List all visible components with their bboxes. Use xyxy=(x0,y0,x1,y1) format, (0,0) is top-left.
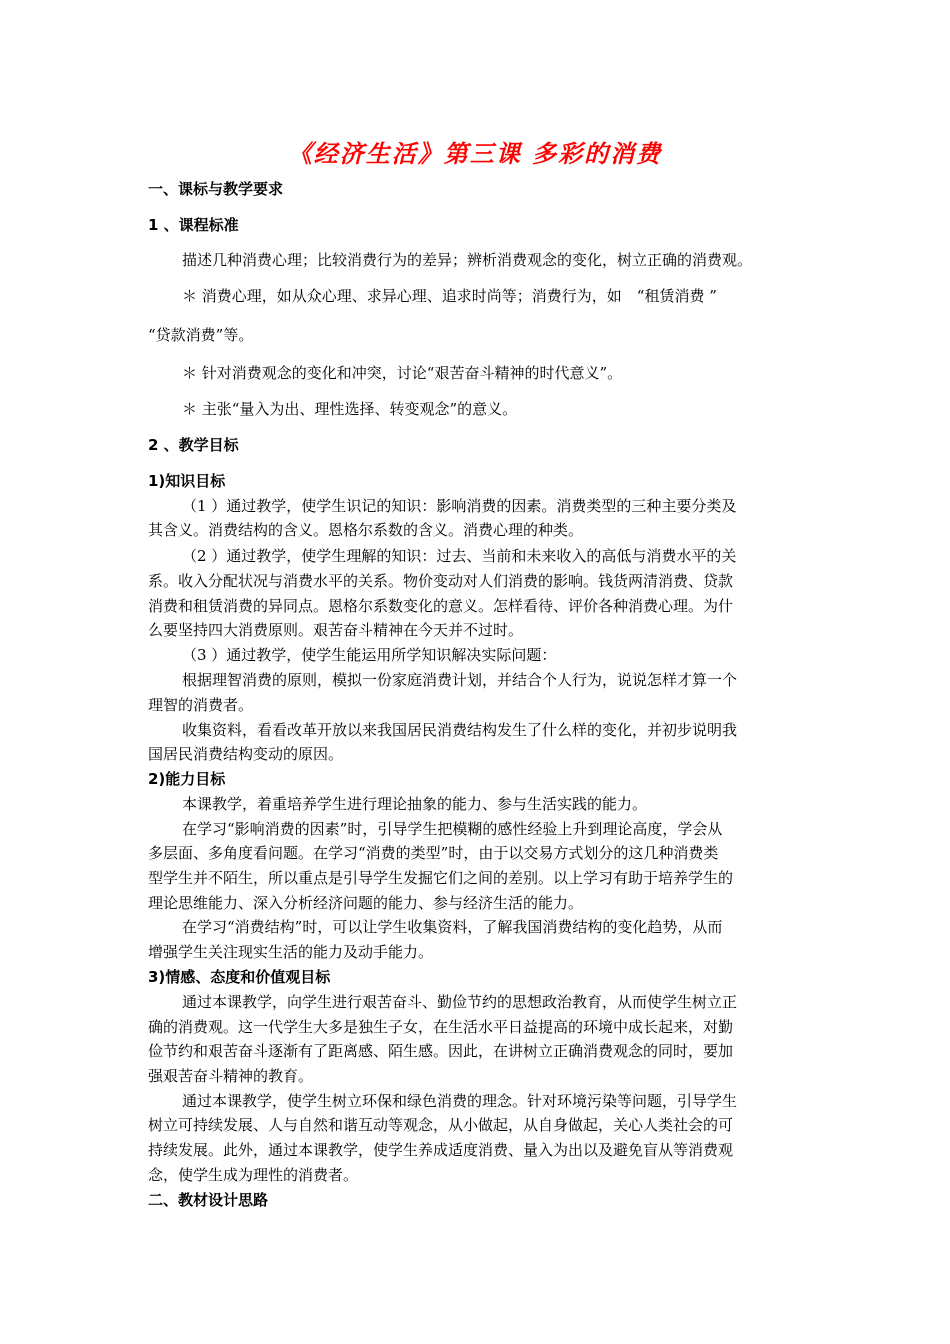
knowledge-line-8: 根据理智消费的原则，模拟一份家庭消费计划，并结合个人行为，说说怎样才算一个 xyxy=(182,671,738,689)
emotion-line-4: 强艰苦奋斗精神的教育。 xyxy=(148,1067,314,1085)
emotion-goals-heading: 3)情感、态度和价值观目标 xyxy=(148,968,331,986)
document-title: 《经济生活》第三课 多彩的消费 xyxy=(287,139,663,168)
ability-line-4: 型学生并不陌生，所以重点是引导学生发掘它们之间的差别。以上学习有助于培养学生的 xyxy=(148,869,734,887)
knowledge-line-10: 收集资料，看看改革开放以来我国居民消费结构发生了什么样的变化，并初步说明我 xyxy=(182,721,738,739)
section-heading-2: 二、教材设计思路 xyxy=(148,1191,269,1209)
ability-line-6: 在学习“消费结构”时，可以让学生收集资料，了解我国消费结构的变化趋势，从而 xyxy=(182,918,723,936)
emotion-line-7: 持续发展。此外，通过本课教学，使学生养成适度消费、量入为出以及避免盲从等消费观 xyxy=(148,1141,734,1159)
ability-goals-heading: 2)能力目标 xyxy=(148,770,226,788)
curriculum-line-1: 描述几种消费心理；比较消费行为的差异；辨析消费观念的变化，树立正确的消费观。 xyxy=(182,251,753,269)
section-heading-1: 一、课标与教学要求 xyxy=(148,180,284,198)
knowledge-line-7: （3 ）通过教学，使学生能运用所学知识解决实际问题： xyxy=(182,646,557,664)
knowledge-goals-heading: 1)知识目标 xyxy=(148,472,226,490)
knowledge-line-11: 国居民消费结构变动的原因。 xyxy=(148,745,344,763)
ability-line-2: 在学习“影响消费的因素”时，引导学生把模糊的感性经验上升到理论高度，学会从 xyxy=(182,820,723,838)
emotion-line-5: 通过本课教学，使学生树立环保和绿色消费的理念。针对环境污染等问题，引导学生 xyxy=(182,1092,738,1110)
knowledge-line-4: 系。收入分配状况与消费水平的关系。物价变动对人们消费的影响。钱货两清消费、贷款 xyxy=(148,572,734,590)
knowledge-line-1: （1 ）通过教学，使学生识记的知识：影响消费的因素。消费类型的三种主要分类及 xyxy=(182,497,737,515)
knowledge-line-2: 其含义。消费结构的含义。恩格尔系数的含义。消费心理的种类。 xyxy=(148,521,584,539)
knowledge-line-3: （2 ）通过教学，使学生理解的知识：过去、当前和未来收入的高低与消费水平的关 xyxy=(182,547,737,565)
knowledge-line-5: 消费和租赁消费的异同点。恩格尔系数变化的意义。怎样看待、评价各种消费心理。为什 xyxy=(148,597,734,615)
knowledge-line-6: 么要坚持四大消费原则。艰苦奋斗精神在今天并不过时。 xyxy=(148,621,524,639)
subsection-heading-curriculum: 1 、课程标准 xyxy=(148,216,239,234)
curriculum-line-2: ＊ 消费心理，如从众心理、求异心理、追求时尚等；消费行为，如 “租赁消费 ” xyxy=(182,287,717,305)
curriculum-line-4: ＊ 针对消费观念的变化和冲突，讨论“艰苦奋斗精神的时代意义”。 xyxy=(182,364,623,382)
knowledge-line-9: 理智的消费者。 xyxy=(148,696,254,714)
subsection-heading-goals: 2 、教学目标 xyxy=(148,436,239,454)
emotion-line-3: 俭节约和艰苦奋斗逐渐有了距离感、陌生感。因此，在讲树立正确消费观念的同时，要加 xyxy=(148,1042,734,1060)
curriculum-line-3: “贷款消费”等。 xyxy=(148,326,254,344)
emotion-line-6: 树立可持续发展、人与自然和谐互动等观念，从小做起，从自身做起，关心人类社会的可 xyxy=(148,1116,734,1134)
emotion-line-2: 确的消费观。这一代学生大多是独生子女，在生活水平日益提高的环境中成长起来，对勤 xyxy=(148,1018,734,1036)
curriculum-line-5: ＊ 主张“量入为出、理性选择、转变观念”的意义。 xyxy=(182,400,518,418)
ability-line-7: 增强学生关注现实生活的能力及动手能力。 xyxy=(148,943,434,961)
ability-line-3: 多层面、多角度看问题。在学习“消费的类型”时，由于以交易方式划分的这几种消费类 xyxy=(148,844,719,862)
ability-line-5: 理论思维能力、深入分析经济问题的能力、参与经济生活的能力。 xyxy=(148,894,584,912)
emotion-line-1: 通过本课教学，向学生进行艰苦奋斗、勤俭节约的思想政治教育，从而使学生树立正 xyxy=(182,993,738,1011)
emotion-line-8: 念，使学生成为理性的消费者。 xyxy=(148,1166,359,1184)
ability-line-1: 本课教学，着重培养学生进行理论抽象的能力、参与生活实践的能力。 xyxy=(182,795,648,813)
